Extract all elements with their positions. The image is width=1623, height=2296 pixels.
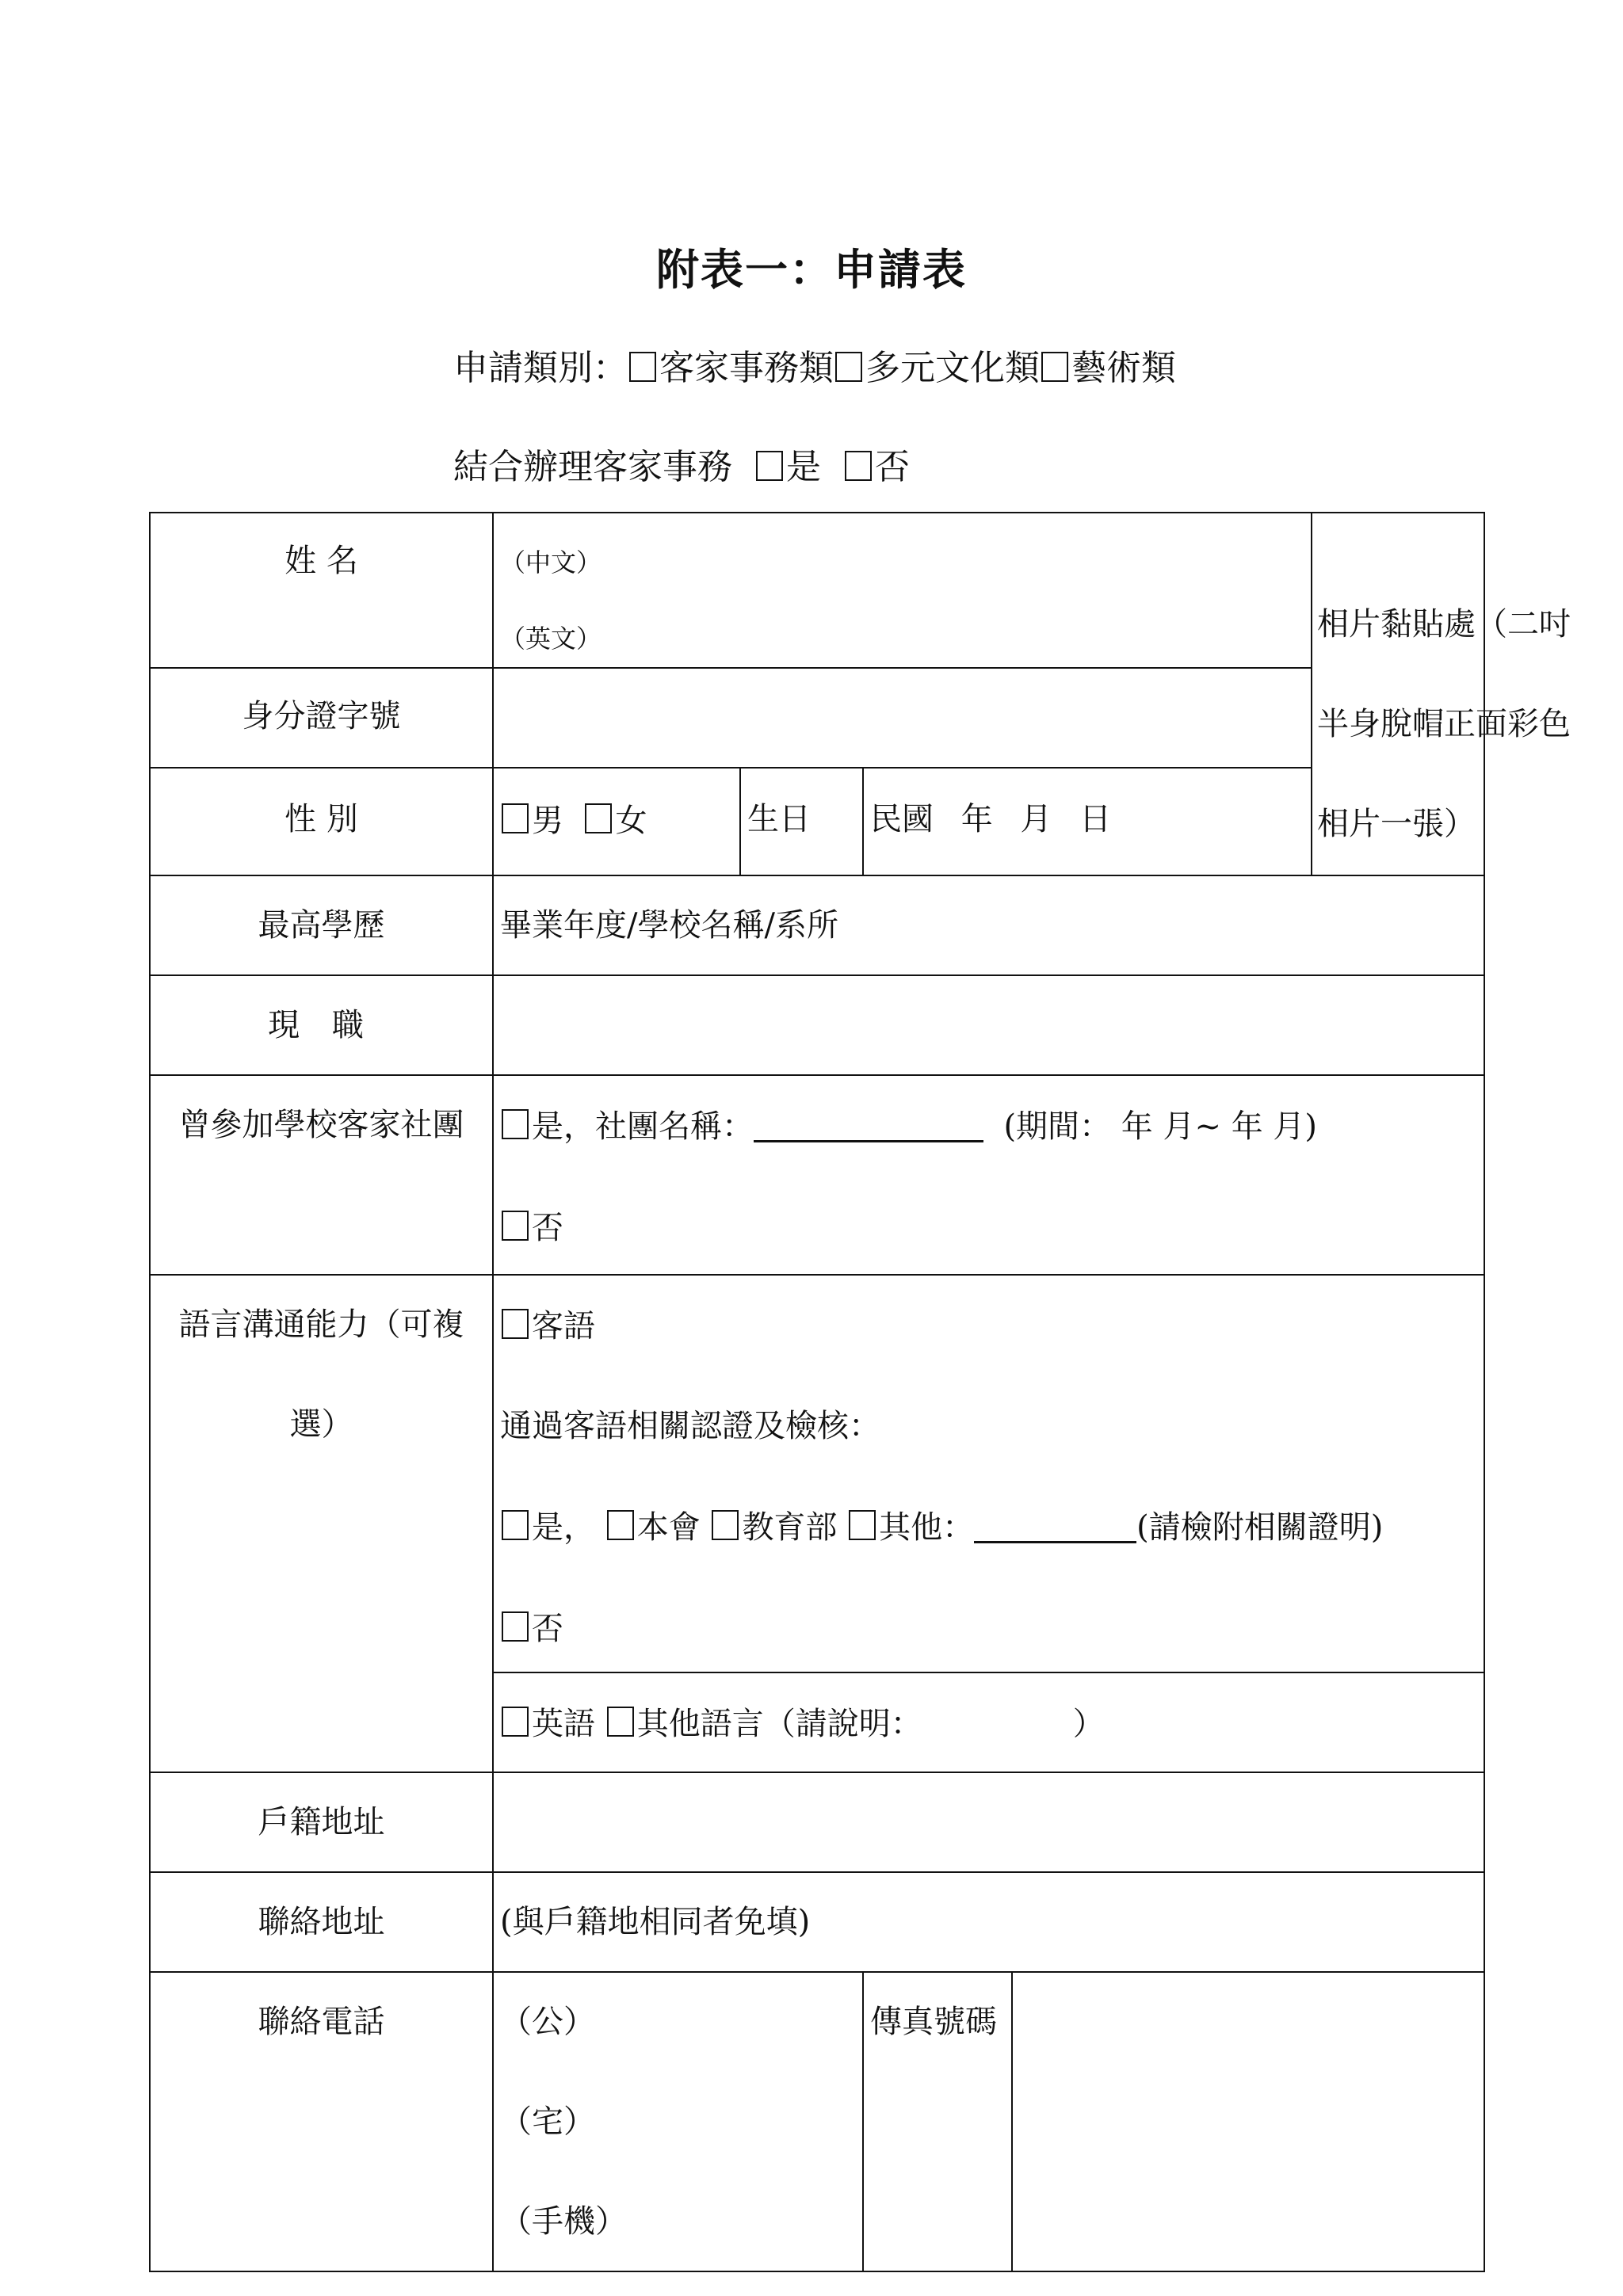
phone-mobile-hint: （手機） [500, 2203, 627, 2240]
job-label-cell [150, 975, 493, 1075]
page-title: 附表一：申請表 [656, 244, 967, 295]
checkbox-hakka-affairs[interactable] [629, 352, 656, 382]
education-label-cell [150, 875, 493, 975]
checkbox-combine-no[interactable] [845, 451, 872, 481]
checkbox-male[interactable] [502, 803, 529, 833]
name-english-hint: （英文） [500, 624, 602, 654]
mailing-address-label-cell [150, 1872, 493, 1972]
name-chinese-hint: （中文） [500, 547, 602, 578]
club-no-label: 否 [532, 1210, 563, 1246]
birth-input-cell[interactable] [863, 768, 1312, 875]
cert-yes-label: 是， [532, 1509, 595, 1546]
checkbox-cert-moe[interactable] [712, 1510, 739, 1540]
combine-label: 結合辦理客家事務 [453, 447, 732, 487]
application-form-table [149, 512, 1571, 2272]
application-category-line [453, 339, 1176, 390]
id-number-label-cell [150, 668, 493, 768]
education-label: 最高學歷 [258, 907, 385, 944]
name-input-cell[interactable] [493, 513, 1312, 668]
language-label-line2: 選） [289, 1406, 353, 1443]
hakka-label: 客語 [532, 1308, 595, 1344]
club-input-cell [493, 1075, 1484, 1275]
cert-heading: 通過客語相關認證及檢核： [500, 1408, 880, 1444]
language-label-cell [150, 1275, 493, 1772]
club-name-field[interactable] [754, 1113, 983, 1142]
combine-no-label: 否 [874, 447, 910, 487]
checkbox-cert-council[interactable] [607, 1510, 634, 1540]
photo-hint-line2: 半身脫帽正面彩色 [1317, 706, 1571, 742]
cert-no-label: 否 [532, 1611, 563, 1647]
id-number-label: 身分證字號 [242, 698, 401, 734]
other-language-label: 其他語言（請說明： [636, 1706, 922, 1742]
checkbox-english[interactable] [502, 1707, 529, 1737]
education-hint: 畢業年度/學校名稱/系所 [500, 907, 838, 944]
other-language-close: ） [1072, 1706, 1105, 1742]
education-input-cell[interactable] [493, 875, 1484, 975]
cert-note: (請檢附相關證明) [1136, 1509, 1384, 1546]
english-label: 英語 [532, 1706, 595, 1742]
checkbox-cert-yes[interactable] [502, 1510, 529, 1540]
cert-council-label: 本會 [636, 1509, 701, 1546]
gender-label-cell [150, 768, 493, 875]
language-other-cell [493, 1672, 1484, 1772]
name-label: 姓 名 [285, 543, 358, 579]
phone-home-hint: （宅） [500, 2103, 595, 2140]
household-address-label: 戶籍地址 [258, 1804, 385, 1840]
mailing-address-input-cell[interactable] [493, 1872, 1484, 1972]
cert-other-field[interactable] [974, 1514, 1136, 1543]
gender-options-cell [493, 768, 740, 875]
club-period: (期間： 年 月~ 年 月) [1003, 1108, 1318, 1145]
checkbox-multicultural[interactable] [835, 352, 862, 382]
household-address-input[interactable] [493, 1772, 1484, 1872]
fax-input[interactable] [1012, 1972, 1484, 2271]
language-hakka-cell [493, 1275, 1484, 1672]
birth-label: 生日 [747, 801, 811, 837]
household-address-label-cell [150, 1772, 493, 1872]
category-option-hakka: 客家事務類 [659, 348, 834, 388]
category-option-arts: 藝術類 [1071, 348, 1176, 388]
name-label-cell [150, 513, 493, 668]
photo-hint-line1: 相片黏貼處（二吋 [1317, 606, 1571, 643]
combine-hakka-line [453, 438, 910, 489]
cert-moe-label: 教育部 [742, 1509, 838, 1546]
category-label: 申請類別： [453, 348, 628, 388]
female-label: 女 [615, 803, 647, 839]
mailing-address-hint: (與戶籍地相同者免填) [500, 1904, 811, 1940]
checkbox-female[interactable] [585, 803, 612, 833]
language-label-line1: 語言溝通能力（可複 [178, 1306, 464, 1343]
club-yes-label: 是，社團名稱： [532, 1108, 754, 1145]
fax-label-cell [863, 1972, 1012, 2271]
job-label: 現 職 [268, 1007, 375, 1043]
checkbox-combine-yes[interactable] [756, 451, 783, 481]
job-input[interactable] [493, 975, 1484, 1075]
checkbox-cert-no[interactable] [502, 1611, 529, 1642]
checkbox-other-language[interactable] [607, 1707, 634, 1737]
id-number-input[interactable] [493, 668, 1312, 768]
male-label: 男 [532, 803, 563, 839]
gender-label: 性 別 [285, 801, 358, 837]
phone-office-hint: （公） [500, 2004, 595, 2040]
cert-other-label: 其他： [879, 1509, 975, 1546]
combine-yes-label: 是 [785, 447, 821, 487]
checkbox-hakka[interactable] [502, 1309, 529, 1339]
checkbox-arts[interactable] [1041, 352, 1068, 382]
fax-label: 傳真號碼 [870, 2004, 997, 2040]
phone-label: 聯絡電話 [258, 2004, 385, 2040]
birth-label-cell [740, 768, 863, 875]
phone-label-cell [150, 1972, 493, 2271]
mailing-address-label: 聯絡地址 [258, 1904, 385, 1940]
club-label: 曾參加學校客家社團 [178, 1107, 464, 1143]
club-label-cell [150, 1075, 493, 1275]
phone-input-cell[interactable] [493, 1972, 863, 2271]
photo-hint-line3: 相片一張） [1317, 806, 1476, 842]
checkbox-club-no[interactable] [502, 1211, 529, 1241]
photo-cell[interactable] [1312, 513, 1571, 875]
birth-value: 民國 年 月 日 [870, 801, 1112, 837]
checkbox-club-yes[interactable] [502, 1109, 529, 1139]
category-option-multicultural: 多元文化類 [865, 348, 1040, 388]
checkbox-cert-other[interactable] [849, 1510, 876, 1540]
